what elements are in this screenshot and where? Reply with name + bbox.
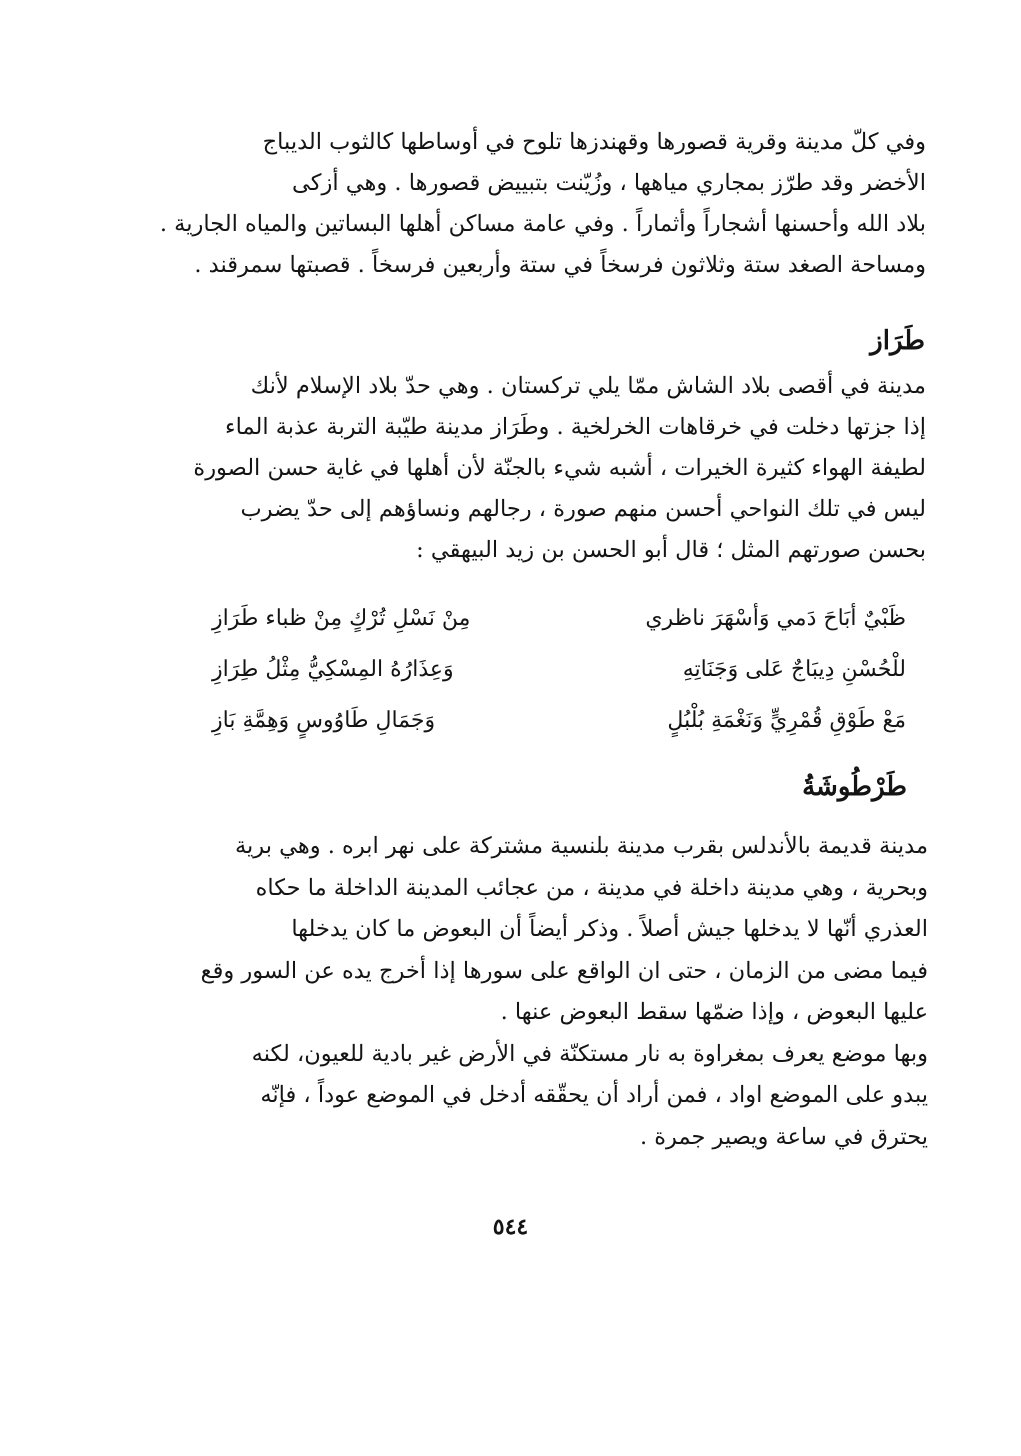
poem	[212, 606, 906, 759]
text-line: لطيفة الهواء كثيرة الخيرات ، أشبه شيء بالجنّة لأن أهلها في غاية حسن الصورة	[193, 455, 926, 481]
text-line: إذا جزتها دخلت في خرقاهات الخرلخية . وطَرَاز مدينة طيّبة التربة عذبة الماء	[225, 414, 926, 440]
page-number: ٥٤٤	[492, 1214, 529, 1240]
text-line: مدينة قديمة بالأندلس بقرب مدينة بلنسية مشتركة على نهر ابره . وهي برية	[234, 833, 928, 859]
text-line: بحسن صورتهم المثل ؛ قال أبو الحسن بن زيد البيهقي :	[416, 537, 926, 563]
poem-verse	[212, 708, 906, 759]
heading-tortosa: طَرْطُوشَةُ	[802, 772, 907, 802]
poem-verse	[212, 657, 906, 708]
text-line: مدينة في أقصى بلاد الشاش ممّا يلي تركستان . وهي حدّ بلاد الإسلام لأنك	[250, 373, 926, 399]
text-line: وبحرية ، وهي مدينة داخلة في مدينة ، من عجائب المدينة الداخلة ما حكاه	[255, 874, 928, 901]
text-line: بلاد الله وأحسنها أشجاراً وأثماراً . وفي عامة مساكن أهلها البساتين والمياه الجارية .	[159, 211, 926, 237]
text-line: فيما مضى من الزمان ، حتى ان الواقع على سورها إذا أخرج يده عن السور وقع	[200, 957, 928, 984]
verse-first-hemistich: ظَبْيٌ أبَاحَ دَمي وَأسْهَرَ ناظري	[645, 606, 906, 631]
verse-first-hemistich: للْحُسْنِ دِيبَاجٌ عَلى وَجَنَاتِهِ	[682, 657, 906, 682]
poem-verse	[212, 606, 906, 657]
heading-taraz: طَرَاز	[870, 326, 925, 356]
text-line: العذري أنّها لا يدخلها جيش أصلاً . وذكر أيضاً أن البعوض ما كان يدخلها	[291, 916, 928, 942]
paragraph-tortosa	[202, 826, 928, 1158]
text-line: وبها موضع يعرف بمغراوة به نار مستكنّة في الأرض غير بادية للعيون، لكنه	[251, 1040, 928, 1067]
text-line: عليها البعوض ، وإذا ضمّها سقط البعوض عنها .	[500, 999, 928, 1025]
verse-second-hemistich: مِنْ نَسْلِ تُرْكٍ مِنْ ظباء طَرَازِ	[212, 606, 471, 631]
verse-second-hemistich: وَعِذَارُهُ المِسْكِيُّ مِثْلُ طِرَازِ	[212, 657, 454, 682]
text-line: ليس في تلك النواحي أحسن منهم صورة ، رجالهم ونساؤهم إلى حدّ يضرب	[240, 496, 926, 522]
text-line: يحترق في ساعة ويصير جمرة .	[639, 1123, 928, 1150]
paragraph-sughd	[159, 122, 926, 286]
text-line: ومساحة الصغد ستة وثلاثون فرسخاً في ستة وأربعين فرسخاً . قصبتها سمرقند .	[194, 252, 926, 278]
verse-first-hemistich: مَعْ طَوْقِ قُمْرِيٍّ وَنَغْمَةِ بُلْبُلٍ	[667, 708, 906, 733]
paragraph-taraz	[193, 366, 926, 571]
text-line: وفي كلّ مدينة وقرية قصورها وقهندزها تلوح في أوساطها كالثوب الديباج	[262, 129, 926, 155]
text-line: يبدو على الموضع اواد ، فمن أراد أن يحقّقه أدخل في الموضع عوداً ، فإنّه	[260, 1082, 928, 1108]
text-line: الأخضر وقد طرّز بمجاري مياهها ، وزُيّنت بتبييض قصورها . وهي أزكى	[292, 170, 926, 196]
verse-second-hemistich: وَجَمَالِ طَاوُوسٍ وَهِمَّةِ بَازِ	[212, 708, 436, 733]
